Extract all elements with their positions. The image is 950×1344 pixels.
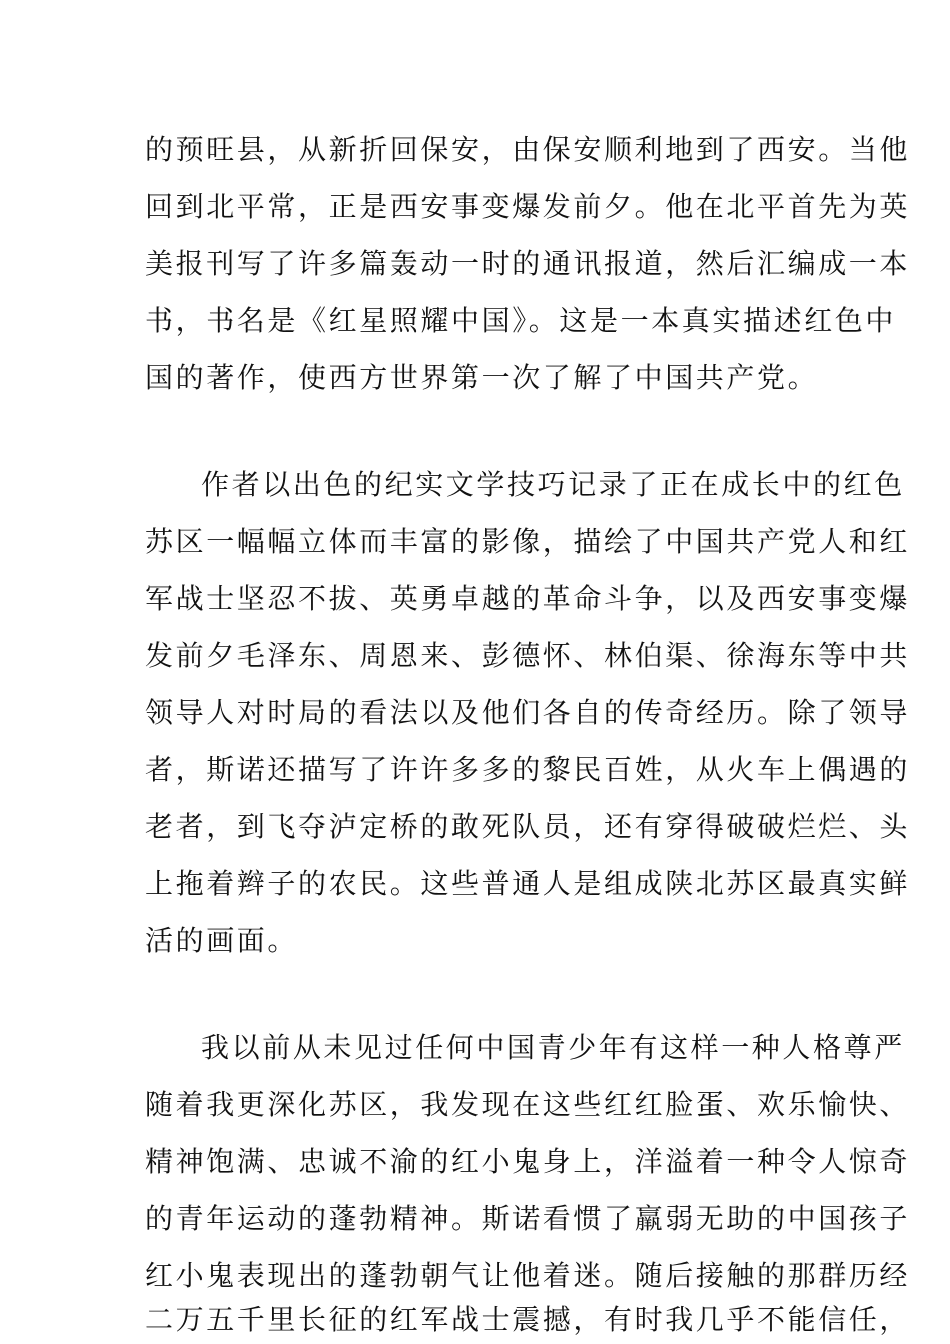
text-line: 的预旺县，从新折回保安，由保安顺利地到了西安。当他 (145, 133, 911, 166)
text-line: 作者以出色的纪实文学技巧记录了正在成长中的红色 (201, 468, 905, 501)
text-line: 者，斯诺还描写了许许多多的黎民百姓，从火车上偶遇的 (145, 753, 911, 786)
text-line: 二万五千里长征的红军战士震撼，有时我几乎不能信任， (145, 1303, 911, 1336)
text-line: 老者，到飞夺泸定桥的敢死队员，还有穿得破破烂烂、头 (145, 810, 911, 843)
text-line: 随着我更深化苏区，我发现在这些红红脸蛋、欢乐愉快、 (145, 1088, 911, 1121)
text-line: 领导人对时局的看法以及他们各自的传奇经历。除了领导 (145, 696, 911, 729)
text-line: 苏区一幅幅立体而丰富的影像，描绘了中国共产党人和红 (145, 525, 911, 558)
text-line: 回到北平常，正是西安事变爆发前夕。他在北平首先为英 (145, 190, 911, 223)
text-line: 上拖着辫子的农民。这些普通人是组成陕北苏区最真实鲜 (145, 867, 911, 900)
text-line: 的青年运动的蓬勃精神。斯诺看惯了羸弱无助的中国孩子 (145, 1202, 911, 1235)
text-line: 精神饱满、忠诚不渝的红小鬼身上，洋溢着一种令人惊奇 (145, 1145, 911, 1178)
text-line: 活的画面。 (145, 924, 299, 957)
text-line: 书，书名是《红星照耀中国》。这是一本真实描述红色中 (145, 304, 897, 337)
text-line: 红小鬼表现出的蓬勃朝气让他着迷。随后接触的那群历经 (145, 1259, 911, 1292)
text-line: 发前夕毛泽东、周恩来、彭德怀、林伯渠、徐海东等中共 (145, 639, 911, 672)
text-line: 军战士坚忍不拔、英勇卓越的革命斗争，以及西安事变爆 (145, 582, 911, 615)
text-line: 我以前从未见过任何中国青少年有这样一种人格尊严 (201, 1031, 905, 1064)
text-line: 国的著作，使西方世界第一次了解了中国共产党。 (145, 361, 819, 394)
text-line: 美报刊写了许多篇轰动一时的通讯报道，然后汇编成一本 (145, 247, 911, 280)
